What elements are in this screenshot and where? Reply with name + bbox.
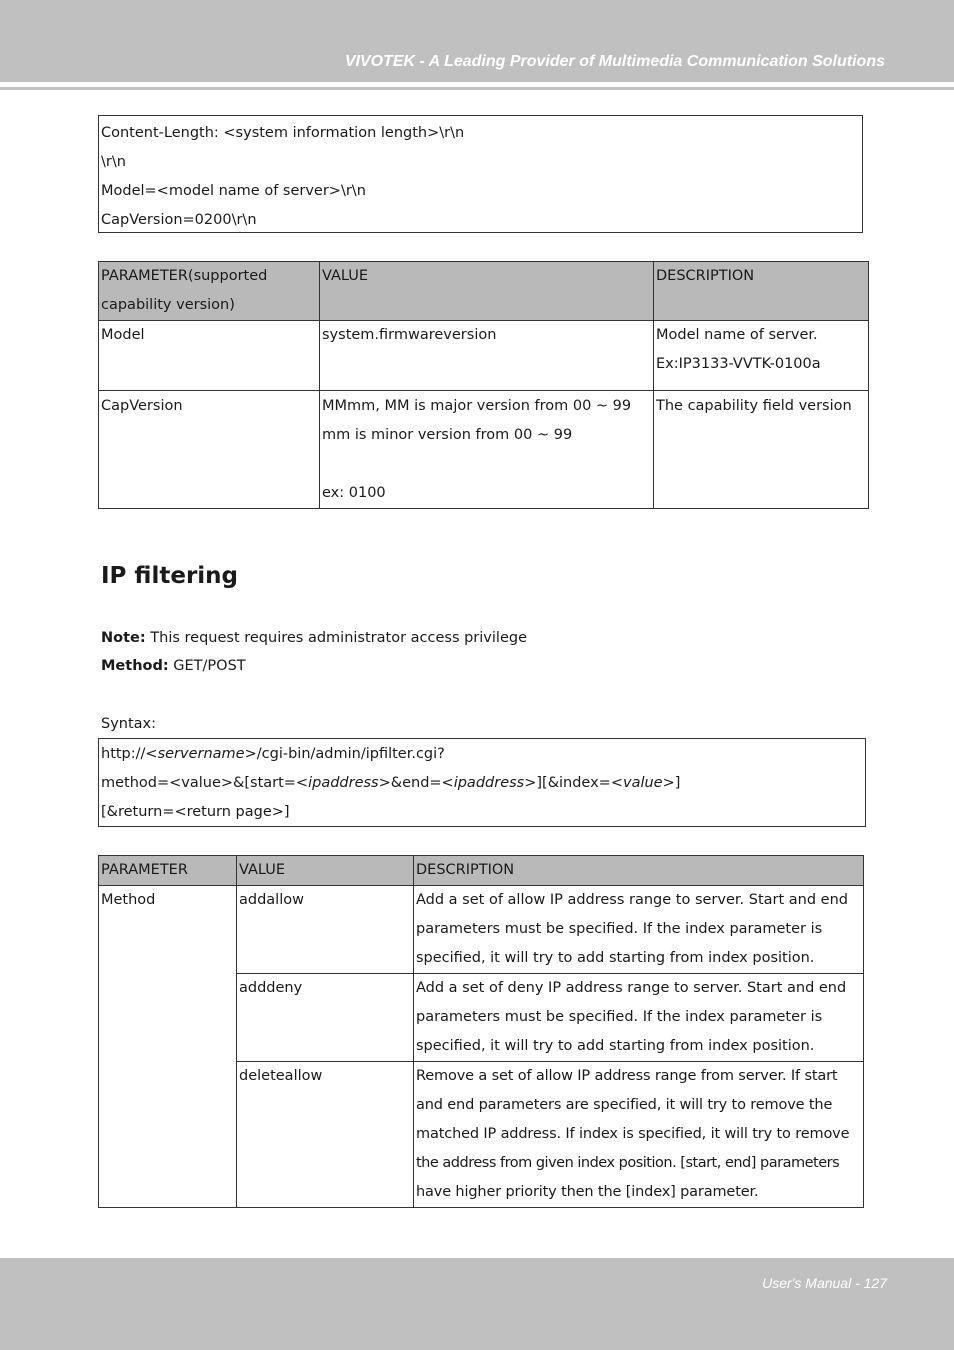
page-footer (0, 1258, 954, 1350)
param-cell: CapVersion (99, 391, 320, 509)
page-header (0, 0, 954, 82)
description-cell: Add a set of deny IP address range to server. Start and end parameters must be specified. If the index parameter is specified, it will try to add starting from index position. (414, 974, 864, 1062)
page-number: User's Manual - 127 (762, 1275, 887, 1291)
value-cell: MMmm, MM is major version from 00 ~ 99 mm is minor version from 00 ~ 99 ex: 0100 (320, 391, 654, 509)
param-cell: Method (99, 886, 237, 1208)
description-cell: The capability field version (654, 391, 869, 509)
code-line: Model=<model name of server>\r\n (101, 183, 366, 199)
header-parameter: PARAMETER(supported capability version) (99, 262, 320, 321)
header-value: VALUE (320, 262, 654, 321)
table-row (99, 321, 869, 391)
syntax-box (98, 738, 866, 827)
code-line: CapVersion=0200\r\n (101, 212, 257, 228)
ipfilter-parameter-table (98, 855, 864, 1208)
code-line: Content-Length: <system information length>\r\n (101, 125, 465, 141)
syntax-line: [&return=<return page>] (101, 804, 290, 820)
header-value: VALUE (237, 856, 414, 886)
header-title: VIVOTEK - A Leading Provider of Multimedia Communication Solutions (344, 53, 885, 70)
code-line: \r\n (101, 154, 126, 170)
note-line (101, 628, 527, 648)
method-label: Method: (101, 658, 169, 674)
syntax-label: Syntax: (101, 716, 157, 732)
note-text: This request requires administrator access privilege (145, 630, 527, 646)
header-description: DESCRIPTION (654, 262, 869, 321)
table-header-row (99, 262, 869, 321)
value-cell: deleteallow (237, 1062, 414, 1208)
section-title: IP filtering (101, 563, 239, 589)
header-parameter: PARAMETER (99, 856, 237, 886)
header-description: DESCRIPTION (414, 856, 864, 886)
table-header-row (99, 856, 864, 886)
value-cell: adddeny (237, 974, 414, 1062)
description-cell: Remove a set of allow IP address range from server. If start and end parameters are specified, it will try to remove the matched IP address. If index is specified, it will try to remove the address from given index position. [start, end] parameters have higher priority then the [index] parameter. (414, 1062, 864, 1208)
note-label: Note: (101, 630, 146, 646)
value-cell: system.firmwareversion (320, 321, 654, 391)
table-row (99, 391, 869, 509)
description-cell: Model name of server. Ex:IP3133-VVTK-0100a (654, 321, 869, 391)
syntax-line: method=<value>&[start=<ipaddress>&end=<ipaddress>][&index=<value>] (101, 775, 681, 791)
value-cell: addallow (237, 886, 414, 974)
method-text: GET/POST (168, 658, 246, 674)
description-cell: Add a set of allow IP address range to server. Start and end parameters must be specified. If the index parameter is specified, it will try to add starting from index position. (414, 886, 864, 974)
param-cell: Model (99, 321, 320, 391)
method-line (101, 656, 246, 676)
header-rule (0, 87, 954, 90)
table-row (99, 886, 864, 974)
capability-table (98, 261, 869, 509)
syntax-line: http://<servername>/cgi-bin/admin/ipfilter.cgi? (101, 746, 445, 762)
response-code-box (98, 115, 863, 233)
